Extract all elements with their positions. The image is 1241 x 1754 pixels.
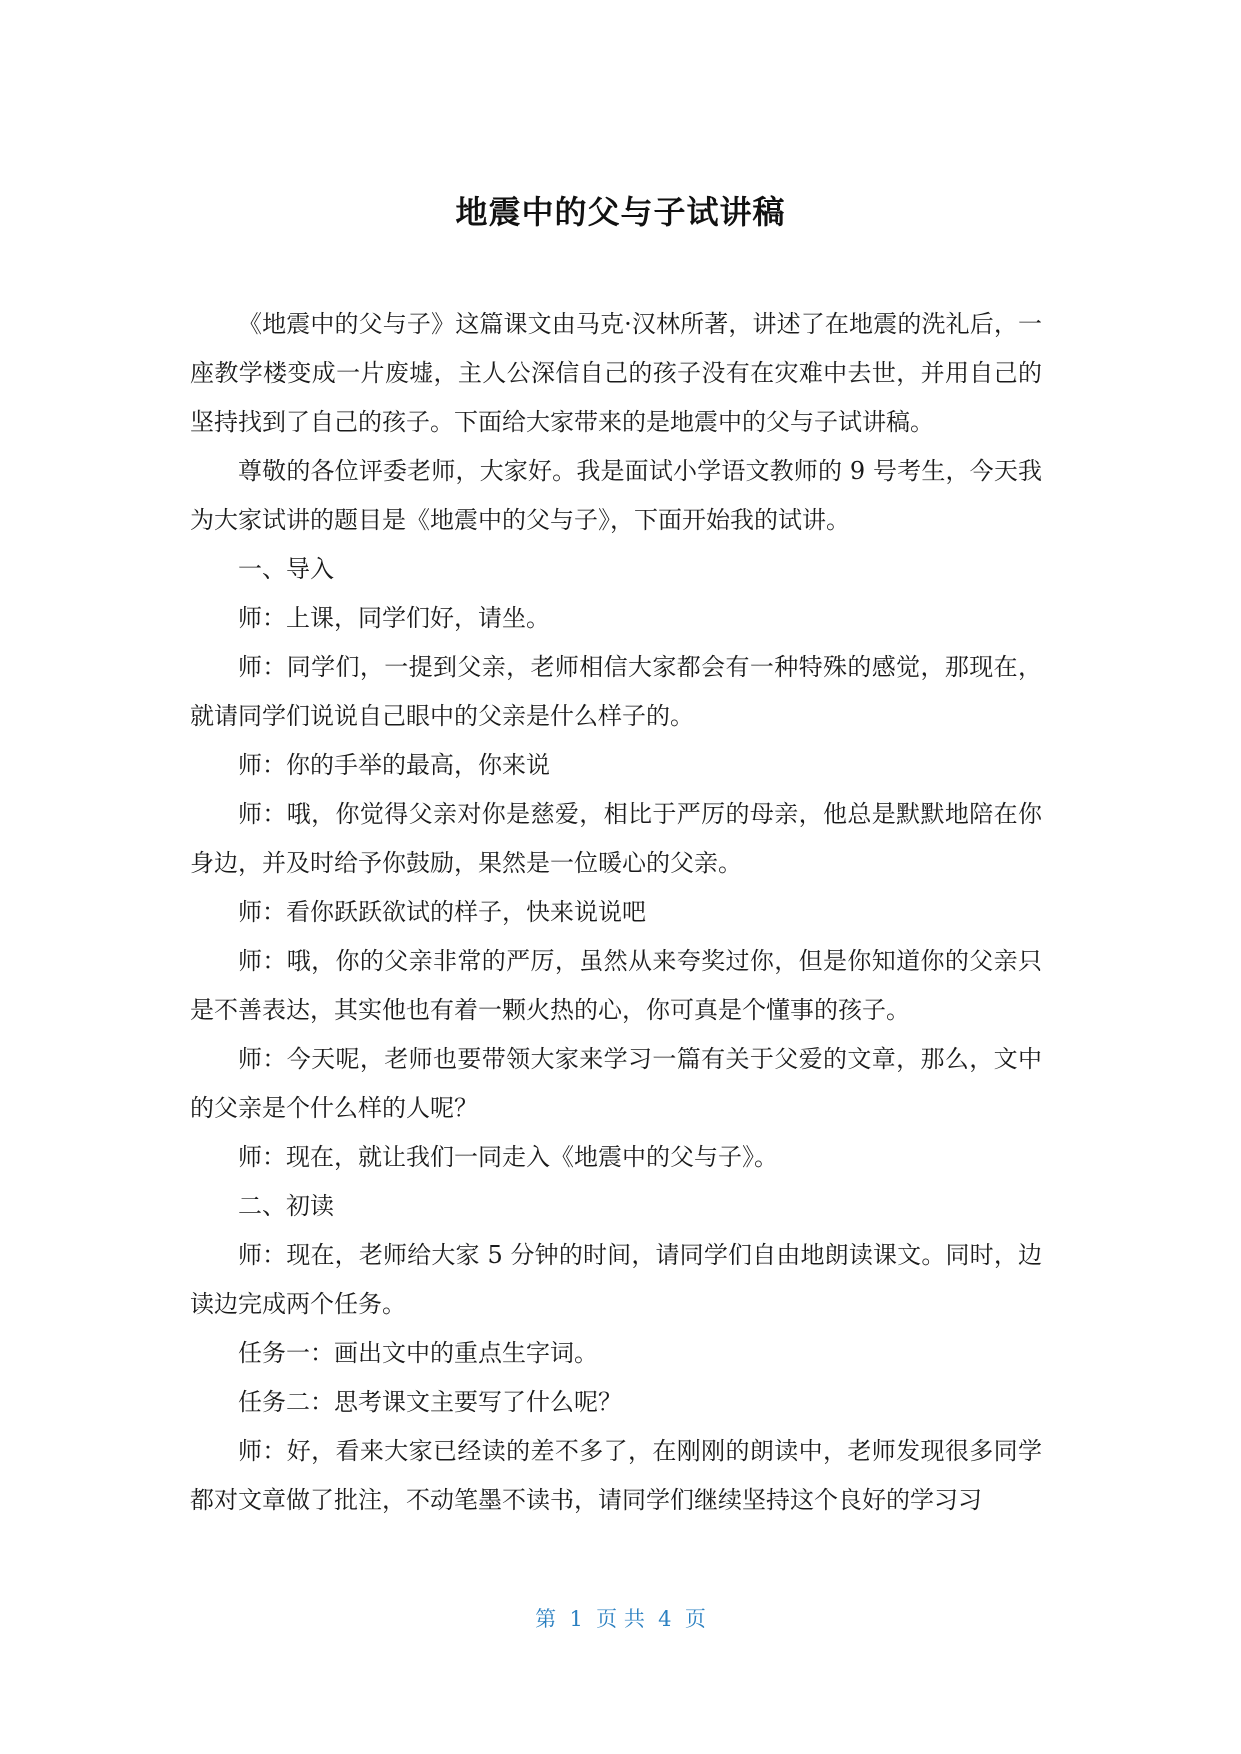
paragraph: 师：看你跃跃欲试的样子，快来说说吧 [238, 898, 646, 926]
paragraph: 师：今天呢，老师也要带领大家来学习一篇有关于父爱的文章，那么，文中的父亲是个什么样的人呢？ [190, 1045, 1042, 1122]
paragraph: 《地震中的父与子》这篇课文由马克·汉林所著，讲述了在地震的洗礼后，一座教学楼变成一片废墟，主人公深信自己的孩子没有在灾难中去世，并用自己的坚持找到了自己的孩子。下面给大家带来的是地震中的父与子试讲稿。 [190, 310, 1042, 436]
section-heading: 一、导入 [238, 555, 334, 583]
document-body [190, 300, 1042, 1525]
paragraph: 尊敬的各位评委老师，大家好。我是面试小学语文教师的 9 号考生，今天我为大家试讲的题目是《地震中的父与子》，下面开始我的试讲。 [190, 457, 1042, 534]
paragraph: 任务二：思考课文主要写了什么呢？ [238, 1388, 622, 1416]
paragraph: 师：现在，就让我们一同走入《地震中的父与子》。 [238, 1143, 778, 1171]
paragraph: 师：哦，你觉得父亲对你是慈爱，相比于严厉的母亲，他总是默默地陪在你身边，并及时给予你鼓励，果然是一位暖心的父亲。 [190, 800, 1042, 877]
document-title: 地震中的父与子试讲稿 [455, 193, 786, 231]
paragraph: 师：哦，你的父亲非常的严厉，虽然从来夸奖过你，但是你知道你的父亲只是不善表达，其实他也有着一颗火热的心，你可真是个懂事的孩子。 [190, 947, 1042, 1024]
paragraph: 师：同学们，一提到父亲，老师相信大家都会有一种特殊的感觉，那现在，就请同学们说说自己眼中的父亲是什么样子的。 [190, 653, 1042, 730]
page-footer: 第 1 页 共 4 页 [535, 1607, 706, 1631]
section-heading: 二、初读 [238, 1192, 334, 1220]
paragraph: 师：你的手举的最高，你来说 [238, 751, 550, 779]
paragraph: 师：上课，同学们好，请坐。 [238, 604, 550, 632]
paragraph: 师：好，看来大家已经读的差不多了，在刚刚的朗读中，老师发现很多同学都对文章做了批注，不动笔墨不读书，请同学们继续坚持这个良好的学习习 [190, 1437, 1042, 1514]
paragraph: 师：现在，老师给大家 5 分钟的时间，请同学们自由地朗读课文。同时，边读边完成两个任务。 [190, 1241, 1042, 1318]
paragraph: 任务一：画出文中的重点生字词。 [238, 1339, 598, 1367]
